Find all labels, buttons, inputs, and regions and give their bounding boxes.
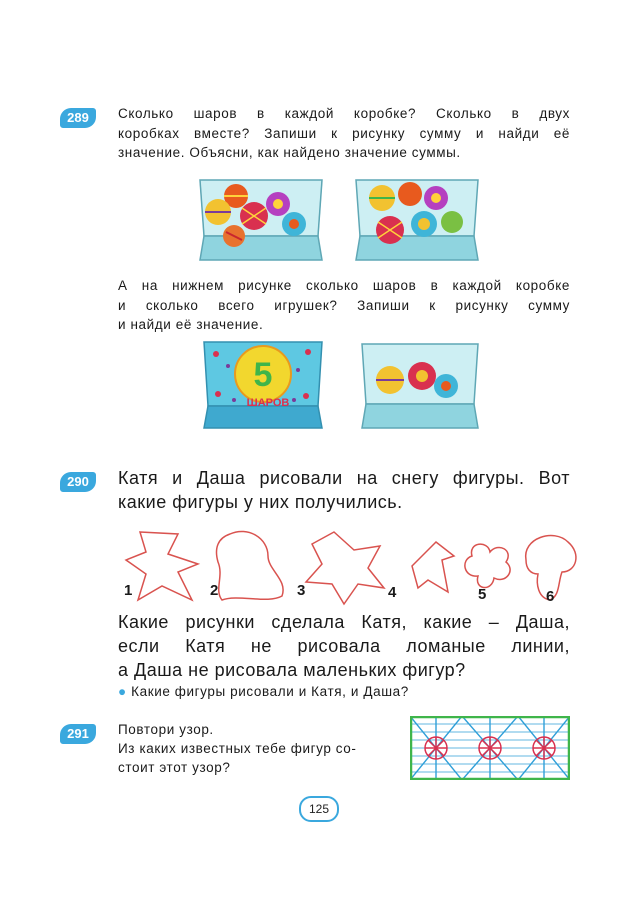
shape-label-4: 4 bbox=[388, 584, 397, 601]
ornament-ball bbox=[205, 199, 231, 225]
shape-label-5: 5 bbox=[478, 586, 487, 603]
ornament-ball bbox=[266, 192, 290, 216]
ornament-ball bbox=[376, 216, 404, 244]
problem-290-intro bbox=[118, 466, 570, 514]
shape-4 bbox=[412, 542, 454, 592]
text-line: Сколько шаров в каждой коробке? Сколько в двух bbox=[118, 106, 570, 121]
pattern-wheel bbox=[425, 737, 447, 759]
text-line: коробках вместе? Запиши к рисунку сумму и найди её bbox=[118, 125, 570, 141]
text-line: а Даша не рисовала маленьких фигур? bbox=[118, 660, 466, 680]
problem-289-text bbox=[118, 104, 570, 163]
problem-290-bullet bbox=[118, 684, 409, 699]
text-line: стоит этот узор? bbox=[118, 760, 231, 775]
text-line: какие фигуры у них получились. bbox=[118, 492, 403, 512]
text-line: если Катя не рисовала ломаные линии, bbox=[118, 636, 570, 656]
text-line: Повтори узор. bbox=[118, 722, 214, 737]
text-line: и найди её значение. bbox=[118, 317, 264, 332]
problem-289-text-2 bbox=[118, 276, 570, 335]
ornament-ball bbox=[282, 212, 306, 236]
shape-label-1: 1 bbox=[124, 582, 133, 599]
shape-label-6: 6 bbox=[546, 588, 555, 605]
text-line: Катя и Даша рисовали на снегу фигуры. Вот bbox=[118, 468, 570, 488]
text-line: и сколько всего игрушек? Запиши к рисунку сумму bbox=[118, 297, 570, 313]
pattern bbox=[410, 716, 570, 780]
ornament-ball bbox=[223, 225, 245, 247]
ornament-ball bbox=[441, 211, 463, 233]
text-line: Какие рисунки сделала Катя, какие – Даша, bbox=[118, 612, 570, 632]
pattern-wheel bbox=[479, 737, 501, 759]
text-line: значение. Объясни, как найдено значение суммы. bbox=[118, 145, 461, 160]
pattern-wheel bbox=[533, 737, 555, 759]
ornament-ball bbox=[424, 186, 448, 210]
problem-291-text bbox=[118, 720, 388, 777]
shape-3 bbox=[306, 532, 384, 604]
text-line: А на нижнем рисунке сколько шаров в каждой коробке bbox=[118, 278, 570, 293]
problem-289-badge: 289 bbox=[60, 108, 96, 128]
ornament-box-4 bbox=[356, 338, 484, 432]
problem-290-question bbox=[118, 610, 570, 682]
closed-box-5-balls bbox=[198, 336, 328, 432]
problem-290-badge: 290 bbox=[60, 472, 96, 492]
ornament-ball bbox=[434, 374, 458, 398]
shape-1 bbox=[126, 532, 198, 600]
shape-label-2: 2 bbox=[210, 582, 219, 599]
snow-shapes bbox=[118, 520, 580, 616]
bullet-icon: ● bbox=[118, 684, 127, 699]
lid-number: 5 bbox=[253, 356, 273, 394]
ornament-ball bbox=[240, 202, 268, 230]
ornament-ball bbox=[411, 211, 437, 237]
ornament-ball bbox=[376, 366, 404, 394]
page-number: 125 bbox=[299, 796, 339, 822]
ornament-ball bbox=[398, 182, 422, 206]
text-line: Из каких известных тебе фигур со- bbox=[118, 741, 357, 756]
ornament-box-2 bbox=[352, 176, 482, 264]
ornament-box-1 bbox=[196, 176, 326, 264]
shape-2 bbox=[217, 531, 284, 600]
problem-291-badge: 291 bbox=[60, 724, 96, 744]
ornament-ball bbox=[408, 362, 436, 390]
bullet-text: Какие фигуры рисовали и Катя, и Даша? bbox=[131, 684, 409, 699]
shape-5 bbox=[465, 544, 510, 587]
shape-label-3: 3 bbox=[297, 582, 306, 599]
lid-word: ШАРОВ bbox=[246, 397, 290, 409]
ornament-ball bbox=[369, 185, 395, 211]
